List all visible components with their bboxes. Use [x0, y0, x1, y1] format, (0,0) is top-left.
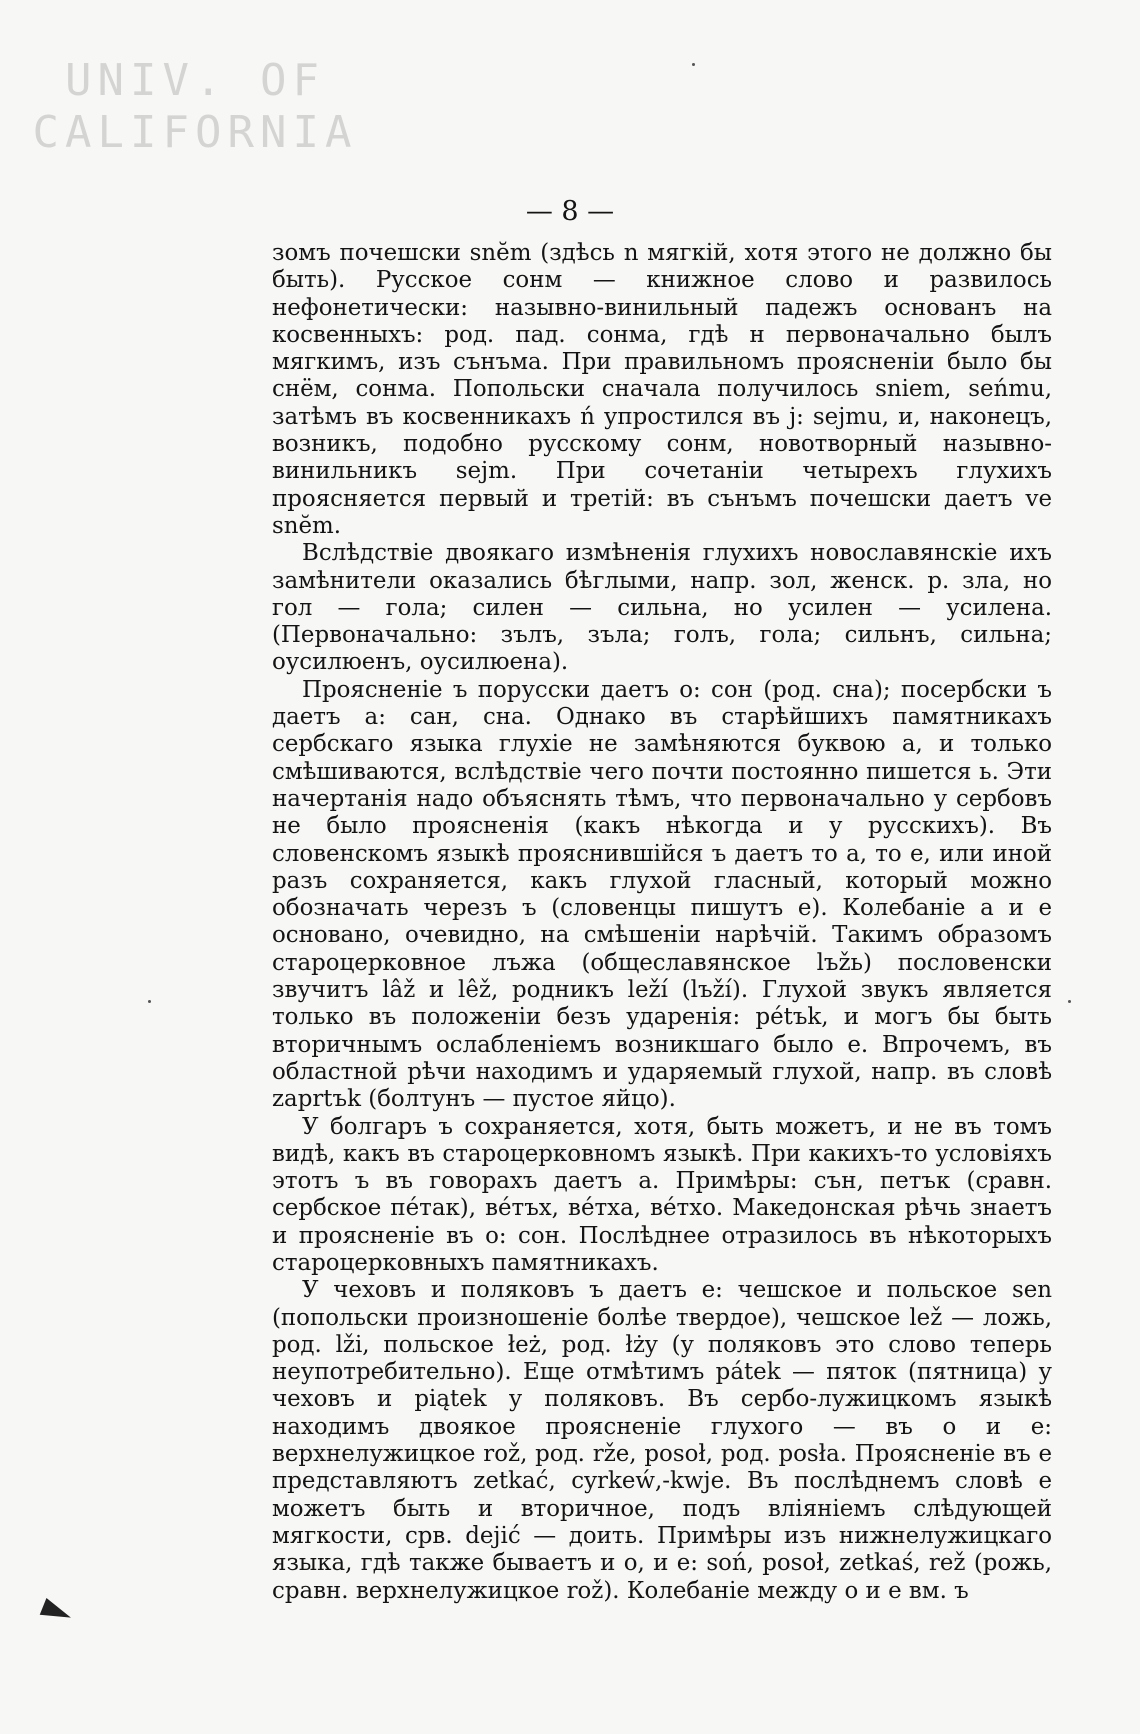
scan-speck — [148, 1000, 151, 1003]
paragraph: зомъ почешски snĕm (здѣсь n мягкій, хотя этого не должно бы быть). Русское сонм — книжное слово и развилось нефонетически: назывно-винильный падежъ основанъ на косвенныхъ: род. пад. сонма, гдѣ н первоначально былъ мягкимъ, изъ сънъма. При правильномъ проясненіи было бы снём, сонма. Попольски сначала получилось sniem, seńmu, затѣмъ въ косвенникахъ ń упростился въ j: sejmu, и, наконецъ, возникъ, подобно русскому сонм, новотворный назывно-винильникъ sejm. При сочетаніи четырехъ глухихъ проясняется первый и третій: въ сънъмъ почешски даетъ ve snĕm. — [272, 240, 1052, 539]
page-number: — 8 — — [525, 196, 615, 227]
paragraph: Проясненіе ъ порусски даетъ о: сон (род. сна); посербски ъ даетъ а: сан, сна. Однако въ старѣйшихъ памятникахъ сербскаго языка глухіе не замѣняются буквою а, и только смѣшиваются, вслѣдствіе чего почти постоянно пишется ь. Эти начертанія надо объяснять тѣмъ, что первоначально у сербовъ не было проясненія (какъ нѣкогда и у русскихъ). Въ словенскомъ языкѣ прояснившійся ъ даетъ то а, то е, или иной разъ сохраняется, какъ глухой гласный, который можно обозначать черезъ ъ (словенцы пишутъ е). Колебаніе а и е основано, очевидно, на смѣшеніи нарѣчій. Такимъ образомъ староцерковное лъжа (общеславянское lъžь) пословенски звучитъ lâž и lêž, родникъ leží (lъží). Глухой звукъ является только въ положеніи безъ ударенія: pétъk, и могъ бы быть вторичнымъ ослабленіемъ возникшаго было е. Впрочемъ, въ областной рѣчи находимъ и ударяемый глухой, напр. въ словѣ zaprtъk (болтунъ — пустое яйцо). — [272, 676, 1052, 1113]
paragraph: У болгаръ ъ сохраняется, хотя, быть можетъ, и не въ томъ видѣ, какъ въ староцерковномъ языкѣ. При какихъ-то условіяхъ этотъ ъ въ говорахъ даетъ а. Примѣры: сън, петък (сравн. сербское пéтак), вéтъх, вéтха, вéтхо. Македонская рѣчь знаетъ и проясненіе въ о: сон. Послѣднее отразилось въ нѣкоторыхъ староцерковныхъ памятникахъ. — [272, 1113, 1052, 1276]
library-stamp: UNIV. OF CALIFORNIA — [32, 55, 358, 158]
scan-speck — [1068, 1000, 1071, 1003]
paragraph: У чеховъ и поляковъ ъ даетъ е: чешское и польское sen (попольски произношеніе болѣе твердое), чешское lež — ложь, род. lži, польское łeż, род. łży (у поляковъ это слово теперь неупотребительно). Еще отмѣтимъ pátek — пяток (пятница) у чеховъ и piątek у поляковъ. Въ сербо-лужицкомъ языкѣ находимъ двоякое проясненіе глухого — въ о и е: верхнелужицкое rož, род. rže, posoł, род. posła. Проясненіе въ е представляютъ zetkać, cyrkeẃ,-kwje. Въ послѣднемъ словѣ е можетъ быть и вторичное, подъ вліяніемъ слѣдующей мягкости, срв. dejić — доить. Примѣры изъ нижнелужицкаго языка, гдѣ также бываетъ и о, и е: soń, posoł, zetkaś, rež (рожь, сравн. верхнелужицкое rož). Колебаніе между о и е вм. ъ — [272, 1277, 1052, 1604]
margin-mark — [40, 1598, 75, 1626]
body-text — [272, 240, 1052, 1605]
scan-speck — [692, 63, 695, 66]
paragraph: Вслѣдствіе двоякаго измѣненія глухихъ новославянскіе ихъ замѣнители оказались бѣглыми, напр. зол, женск. р. зла, но гол — гола; силен — сильна, но усилен — усилена. (Первоначально: зълъ, зъла; голъ, гола; сильнъ, сильна; оусилюенъ, оусилюена). — [272, 540, 1052, 676]
